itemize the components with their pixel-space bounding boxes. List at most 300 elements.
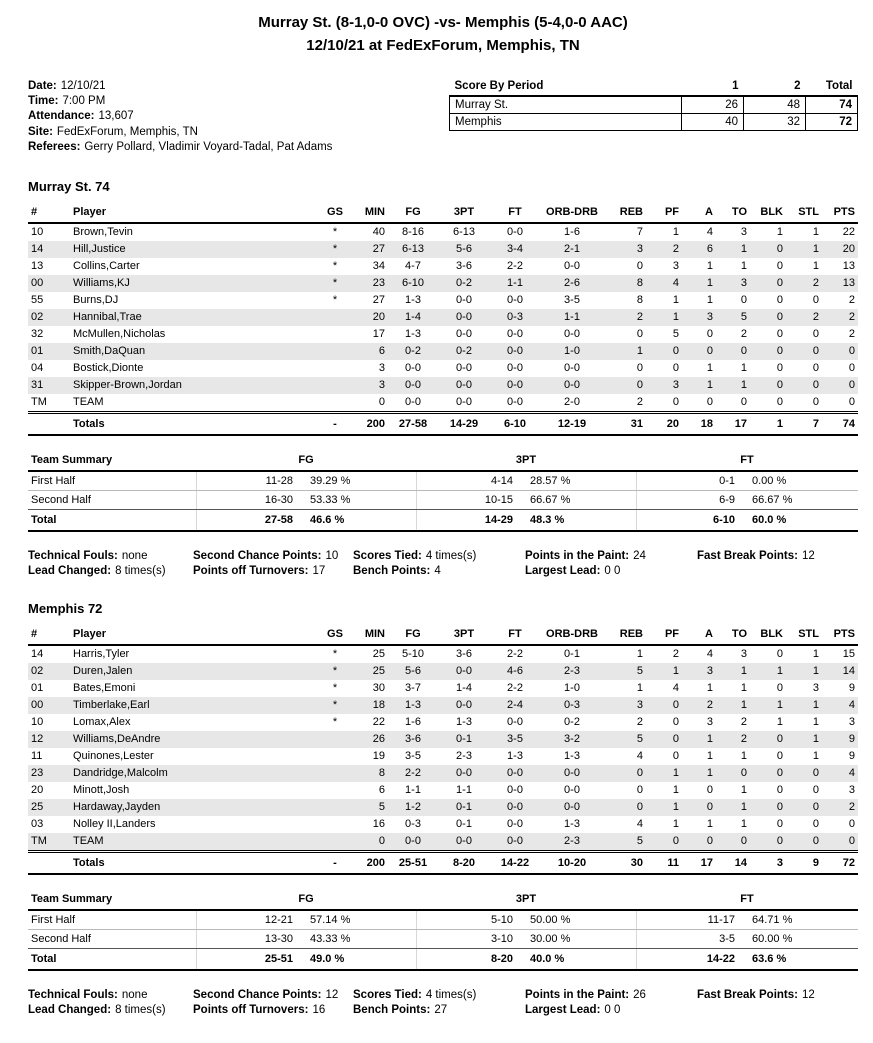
- team-stats: [28, 989, 858, 1016]
- cell-pts: 4: [848, 699, 855, 712]
- player-row: [28, 377, 858, 394]
- stat-label: Fast Break Points:: [697, 549, 798, 562]
- cell-ft: 2-2: [507, 648, 523, 661]
- summary-ft-made-att: 14-22: [636, 948, 738, 970]
- cell-orb: 1-0: [564, 682, 580, 695]
- cell-fg: 4-7: [405, 260, 421, 273]
- cell-tp: 0-0: [456, 379, 472, 392]
- cell-a: 3: [706, 716, 713, 729]
- totals-a: 17: [682, 851, 716, 874]
- summary-row: [28, 910, 858, 930]
- summary-header-ft: FT: [636, 891, 858, 910]
- cell-to: 2: [740, 733, 747, 746]
- summary-row: [28, 929, 858, 948]
- cell-stl: 2: [812, 311, 819, 324]
- stat-value: 8 times(s): [115, 564, 166, 577]
- cell-blk: 0: [776, 818, 783, 831]
- cell-fg: 8-16: [401, 226, 425, 239]
- cell-to: 0: [740, 345, 747, 358]
- box-table-head: [28, 626, 858, 645]
- cell-stl: 3: [812, 682, 819, 695]
- player-row: [28, 714, 858, 731]
- cell-ft: 0-0: [507, 294, 523, 307]
- cell-a: 0: [706, 801, 713, 814]
- cell-min: 3: [378, 362, 385, 375]
- cell-fg: 0-0: [405, 362, 421, 375]
- cell-num: 14: [31, 243, 44, 256]
- cell-reb: 3: [636, 699, 643, 712]
- cell-fg: 1-3: [405, 699, 421, 712]
- cell-pf: 0: [672, 716, 679, 729]
- cell-stl: 2: [812, 277, 819, 290]
- cell-orb: 1-1: [564, 311, 580, 324]
- cell-gs: [322, 799, 348, 816]
- cell-blk: 0: [776, 733, 783, 746]
- cell-reb: 0: [636, 801, 643, 814]
- col-header-fg: FG: [388, 626, 438, 645]
- cell-stl: 0: [786, 833, 822, 852]
- cell-blk: 0: [776, 362, 783, 375]
- cell-stl: 0: [812, 767, 819, 780]
- cell-pf: 4: [672, 277, 679, 290]
- cell-blk: 0: [776, 243, 783, 256]
- stats-row: [28, 1004, 858, 1016]
- cell-a: 3: [706, 311, 713, 324]
- cell-ft: 2-2: [507, 682, 523, 695]
- cell-blk: 0: [750, 833, 786, 852]
- summary-tp-pct: 50.00 %: [516, 910, 636, 930]
- cell-pf: 0: [672, 345, 679, 358]
- cell-blk: 1: [776, 665, 783, 678]
- cell-pf: 1: [672, 294, 679, 307]
- team-summary-table: [28, 891, 858, 971]
- cell-name: Skipper-Brown,Jordan: [73, 379, 182, 392]
- summary-ft-made-att: 11-17: [636, 910, 738, 930]
- summary-tp-made-att: 4-14: [416, 471, 516, 491]
- cell-fg: 0-2: [405, 345, 421, 358]
- totals-ft: 6-10: [490, 412, 540, 435]
- col-header-ft: FT: [490, 626, 540, 645]
- cell-stl: 0: [812, 362, 819, 375]
- col-header-tp: 3PT: [438, 626, 490, 645]
- stat-value: 12: [325, 988, 339, 1001]
- cell-blk: 0: [776, 750, 783, 763]
- totals-fg: 27-58: [388, 412, 438, 435]
- cell-gs: [322, 731, 348, 748]
- cell-min: 6: [378, 784, 385, 797]
- game-info-site: [28, 125, 332, 140]
- col-header-gs: GS: [322, 204, 348, 223]
- summary-label: Total: [28, 509, 196, 531]
- col-header-pf: PF: [646, 204, 682, 223]
- summary-ft-pct: 60.00 %: [738, 929, 858, 948]
- cell-gs: [322, 343, 348, 360]
- col-header-fg: FG: [388, 204, 438, 223]
- totals-pf: 11: [646, 851, 682, 874]
- cell-name: Bostick,Dionte: [73, 362, 144, 375]
- summary-ft-made-att: 6-10: [636, 509, 738, 531]
- cell-a: 1: [706, 750, 713, 763]
- cell-stl: 1: [812, 226, 819, 239]
- cell-reb: 1: [636, 345, 643, 358]
- cell-num: 23: [31, 767, 44, 780]
- summary-fg-pct: 53.33 %: [296, 490, 416, 509]
- stat-item: [28, 565, 193, 577]
- cell-pts: 2: [848, 328, 855, 341]
- col-header-pts: PTS: [822, 204, 858, 223]
- cell-reb: 7: [636, 226, 643, 239]
- player-row: [28, 241, 858, 258]
- col-header-stl: STL: [786, 626, 822, 645]
- cell-blk: 0: [776, 767, 783, 780]
- totals-min: 200: [348, 851, 388, 874]
- col-header-stl: STL: [786, 204, 822, 223]
- cell-tp: 0-0: [456, 699, 472, 712]
- stat-value: 4 times(s): [425, 549, 477, 562]
- info-label: Site:: [28, 125, 53, 138]
- player-row: [28, 326, 858, 343]
- cell-a: 1: [706, 733, 713, 746]
- stat-item: [353, 1004, 525, 1016]
- summary-label: Total: [28, 948, 196, 970]
- cell-tp: 0-2: [456, 277, 472, 290]
- totals-num: [28, 851, 70, 874]
- cell-orb: 0-0: [564, 784, 580, 797]
- cell-fg: 6-13: [401, 243, 425, 256]
- stat-value: 27: [434, 1003, 448, 1016]
- summary-header-label: Team Summary: [28, 452, 196, 471]
- cell-tp: 0-0: [456, 328, 472, 341]
- cell-min: 3: [378, 379, 385, 392]
- cell-name: Smith,DaQuan: [73, 345, 146, 358]
- box-table-body: [28, 223, 858, 413]
- cell-pf: 0: [646, 833, 682, 852]
- player-row: [28, 680, 858, 697]
- cell-orb: 0-0: [564, 379, 580, 392]
- col-header-gs: GS: [322, 626, 348, 645]
- cell-ft: 0-0: [507, 226, 523, 239]
- cell-to: 0: [740, 294, 747, 307]
- col-header-name: Player: [70, 626, 322, 645]
- team-name-cell: Murray St.: [450, 96, 682, 114]
- cell-min: 26: [372, 733, 385, 746]
- cell-blk: 0: [750, 394, 786, 413]
- cell-ft: 2-4: [507, 699, 523, 712]
- cell-pf: 3: [672, 260, 679, 273]
- summary-label: First Half: [28, 471, 196, 491]
- stat-item: [193, 565, 353, 577]
- summary-label: Second Half: [28, 490, 196, 509]
- cell-gs: *: [332, 226, 338, 239]
- cell-name: Dandridge,Malcolm: [73, 767, 168, 780]
- cell-fg: 6-10: [401, 277, 425, 290]
- cell-blk: 1: [776, 226, 783, 239]
- cell-reb: 0: [636, 260, 643, 273]
- cell-reb: 2: [636, 716, 643, 729]
- cell-stl: 1: [812, 750, 819, 763]
- col-header-ft: FT: [490, 204, 540, 223]
- cell-ft: 0-0: [507, 716, 523, 729]
- box-header-row: [28, 626, 858, 645]
- cell-a: 1: [706, 294, 713, 307]
- cell-pf: 0: [672, 750, 679, 763]
- cell-stl: 0: [812, 818, 819, 831]
- cell-reb: 1: [636, 682, 643, 695]
- cell-pf: 0: [672, 699, 679, 712]
- totals-to: 17: [716, 412, 750, 435]
- cell-name: Quinones,Lester: [73, 750, 154, 763]
- cell-num: 04: [31, 362, 44, 375]
- cell-pts: 13: [842, 277, 855, 290]
- cell-pts: 20: [842, 243, 855, 256]
- cell-ft: 1-3: [507, 750, 523, 763]
- cell-reb: 0: [636, 784, 643, 797]
- cell-tp: 0-1: [456, 733, 472, 746]
- cell-fg: 0-0: [388, 833, 438, 852]
- totals-name: Totals: [70, 851, 322, 874]
- cell-stl: 0: [812, 801, 819, 814]
- stat-label: Scores Tied:: [353, 988, 422, 1001]
- teams-container: [28, 179, 858, 1016]
- cell-pts: 0: [848, 379, 855, 392]
- totals-gs: -: [322, 851, 348, 874]
- col-header-min: MIN: [348, 626, 388, 645]
- cell-tp: 1-3: [456, 716, 472, 729]
- cell-pts: 0: [822, 394, 858, 413]
- summary-fg-pct: 49.0 %: [296, 948, 416, 970]
- cell-fg: 0-0: [388, 394, 438, 413]
- player-row: [28, 394, 858, 413]
- cell-to: 1: [740, 784, 747, 797]
- score-header-period1: 1: [682, 79, 744, 96]
- cell-ft: 0-0: [490, 394, 540, 413]
- summary-header-ft: FT: [636, 452, 858, 471]
- cell-ft: 0-0: [507, 784, 523, 797]
- cell-min: 6: [378, 345, 385, 358]
- cell-gs: [322, 394, 348, 413]
- game-info-date: [28, 79, 332, 94]
- summary-tp-made-att: 5-10: [416, 910, 516, 930]
- stat-item: [353, 550, 525, 562]
- totals-reb: 30: [604, 851, 646, 874]
- score-header-row: [450, 79, 858, 96]
- summary-fg-pct: 57.14 %: [296, 910, 416, 930]
- stat-label: Lead Changed:: [28, 1003, 112, 1016]
- cell-ft: 0-0: [507, 767, 523, 780]
- cell-to: 3: [740, 648, 747, 661]
- cell-gs: [322, 748, 348, 765]
- cell-to: 1: [740, 750, 747, 763]
- summary-fg-pct: 43.33 %: [296, 929, 416, 948]
- cell-pts: 3: [848, 716, 855, 729]
- cell-gs: *: [332, 682, 338, 695]
- cell-orb: 2-1: [564, 243, 580, 256]
- total-score: 72: [806, 114, 858, 131]
- player-row: [28, 258, 858, 275]
- stats-row: [28, 565, 858, 577]
- stat-label: Scores Tied:: [353, 549, 422, 562]
- cell-fg: 0-0: [405, 379, 421, 392]
- cell-orb: 1-6: [564, 226, 580, 239]
- cell-min: 0: [348, 833, 388, 852]
- cell-blk: 0: [776, 260, 783, 273]
- cell-stl: 1: [812, 716, 819, 729]
- totals-ft: 14-22: [490, 851, 540, 874]
- col-header-pts: PTS: [822, 626, 858, 645]
- cell-tp: 0-0: [438, 394, 490, 413]
- cell-gs: *: [332, 243, 338, 256]
- stat-item: [28, 550, 193, 562]
- col-header-reb: REB: [604, 204, 646, 223]
- period1-score: 40: [682, 114, 744, 131]
- cell-reb: 1: [636, 648, 643, 661]
- cell-tp: 0-0: [456, 294, 472, 307]
- cell-num: 10: [31, 716, 44, 729]
- cell-stl: 0: [812, 784, 819, 797]
- summary-ft-pct: 0.00 %: [738, 471, 858, 491]
- cell-pf: 1: [672, 311, 679, 324]
- cell-num: 01: [31, 682, 44, 695]
- cell-pts: 2: [848, 294, 855, 307]
- info-value: FedExForum, Memphis, TN: [56, 125, 198, 138]
- cell-fg: 5-10: [401, 648, 425, 661]
- cell-name: Hannibal,Trae: [73, 311, 142, 324]
- score-header-total: Total: [806, 79, 858, 96]
- col-header-reb: REB: [604, 626, 646, 645]
- info-value: 7:00 PM: [62, 95, 106, 108]
- cell-a: 1: [706, 260, 713, 273]
- cell-blk: 0: [776, 682, 783, 695]
- box-score-table: [28, 626, 858, 875]
- cell-ft: 0-3: [507, 311, 523, 324]
- summary-row: [28, 948, 858, 970]
- cell-a: 1: [706, 682, 713, 695]
- player-row: [28, 645, 858, 663]
- summary-fg-made-att: 27-58: [196, 509, 296, 531]
- game-info-attendance: [28, 109, 332, 124]
- stat-item: [28, 989, 193, 1001]
- info-value: 12/10/21: [60, 80, 106, 92]
- game-info-referees: [28, 140, 332, 155]
- player-row: [28, 833, 858, 852]
- player-row: [28, 343, 858, 360]
- cell-gs: [322, 326, 348, 343]
- col-header-blk: BLK: [750, 204, 786, 223]
- cell-pts: 3: [848, 784, 855, 797]
- cell-tp: 5-6: [456, 243, 472, 256]
- cell-blk: 1: [776, 699, 783, 712]
- cell-reb: 0: [636, 767, 643, 780]
- game-title: [28, 12, 858, 57]
- stat-value: none: [121, 549, 148, 562]
- totals-orb: 10-20: [540, 851, 604, 874]
- info-value: 13,607: [98, 110, 134, 123]
- cell-reb: 2: [636, 311, 643, 324]
- cell-min: 30: [372, 682, 385, 695]
- cell-num: TM: [28, 833, 70, 852]
- cell-gs: [322, 309, 348, 326]
- cell-stl: 0: [786, 394, 822, 413]
- stat-label: Largest Lead:: [525, 1003, 601, 1016]
- cell-orb: 0-0: [564, 767, 580, 780]
- cell-to: 0: [716, 833, 750, 852]
- col-header-pf: PF: [646, 626, 682, 645]
- cell-blk: 0: [776, 801, 783, 814]
- game-title-line2: 12/10/21 at FedExForum, Memphis, TN: [306, 36, 580, 54]
- cell-min: 40: [372, 226, 385, 239]
- cell-to: 3: [740, 277, 747, 290]
- cell-pf: 1: [672, 784, 679, 797]
- cell-pts: 9: [848, 733, 855, 746]
- cell-stl: 1: [812, 665, 819, 678]
- summary-ft-made-att: 6-9: [636, 490, 738, 509]
- cell-a: 4: [706, 226, 713, 239]
- cell-blk: 0: [776, 345, 783, 358]
- cell-pts: 15: [842, 648, 855, 661]
- cell-tp: 0-0: [456, 311, 472, 324]
- cell-pts: 14: [842, 665, 855, 678]
- totals-row: [28, 851, 858, 874]
- cell-fg: 3-6: [405, 733, 421, 746]
- summary-header-fg: FG: [196, 452, 416, 471]
- totals-orb: 12-19: [540, 412, 604, 435]
- cell-reb: 5: [636, 665, 643, 678]
- cell-num: 00: [31, 277, 44, 290]
- cell-min: 8: [378, 767, 385, 780]
- cell-to: 3: [740, 226, 747, 239]
- cell-a: 1: [706, 767, 713, 780]
- cell-num: 10: [31, 226, 44, 239]
- cell-blk: 0: [776, 648, 783, 661]
- totals-gs: -: [322, 412, 348, 435]
- cell-gs: *: [332, 294, 338, 307]
- stat-item: [525, 989, 697, 1001]
- stat-value: 12: [801, 549, 815, 562]
- cell-gs: *: [332, 716, 338, 729]
- score-header-label: Score By Period: [450, 79, 682, 96]
- cell-name: Harris,Tyler: [73, 648, 130, 661]
- cell-gs: [322, 765, 348, 782]
- cell-pf: 2: [672, 648, 679, 661]
- cell-to: 1: [740, 260, 747, 273]
- totals-tp: 8-20: [438, 851, 490, 874]
- cell-fg: 0-3: [405, 818, 421, 831]
- cell-pf: 3: [672, 379, 679, 392]
- col-header-to: TO: [716, 626, 750, 645]
- totals-to: 14: [716, 851, 750, 874]
- stat-value: 10: [325, 549, 339, 562]
- cell-name: Burns,DJ: [73, 294, 119, 307]
- cell-name: Nolley II,Landers: [73, 818, 156, 831]
- cell-gs: [322, 377, 348, 394]
- cell-a: 0: [682, 833, 716, 852]
- player-row: [28, 360, 858, 377]
- cell-name: Duren,Jalen: [73, 665, 133, 678]
- player-row: [28, 309, 858, 326]
- box-table-head: [28, 204, 858, 223]
- cell-blk: 0: [776, 294, 783, 307]
- summary-fg-made-att: 25-51: [196, 948, 296, 970]
- stat-value: 0 0: [604, 1003, 621, 1016]
- cell-pf: 0: [646, 394, 682, 413]
- team-section: [28, 179, 858, 577]
- cell-reb: 5: [604, 833, 646, 852]
- stat-item: [697, 989, 858, 1001]
- stat-label: Technical Fouls:: [28, 549, 118, 562]
- cell-blk: 0: [776, 784, 783, 797]
- cell-gs: *: [332, 699, 338, 712]
- cell-orb: 2-6: [564, 277, 580, 290]
